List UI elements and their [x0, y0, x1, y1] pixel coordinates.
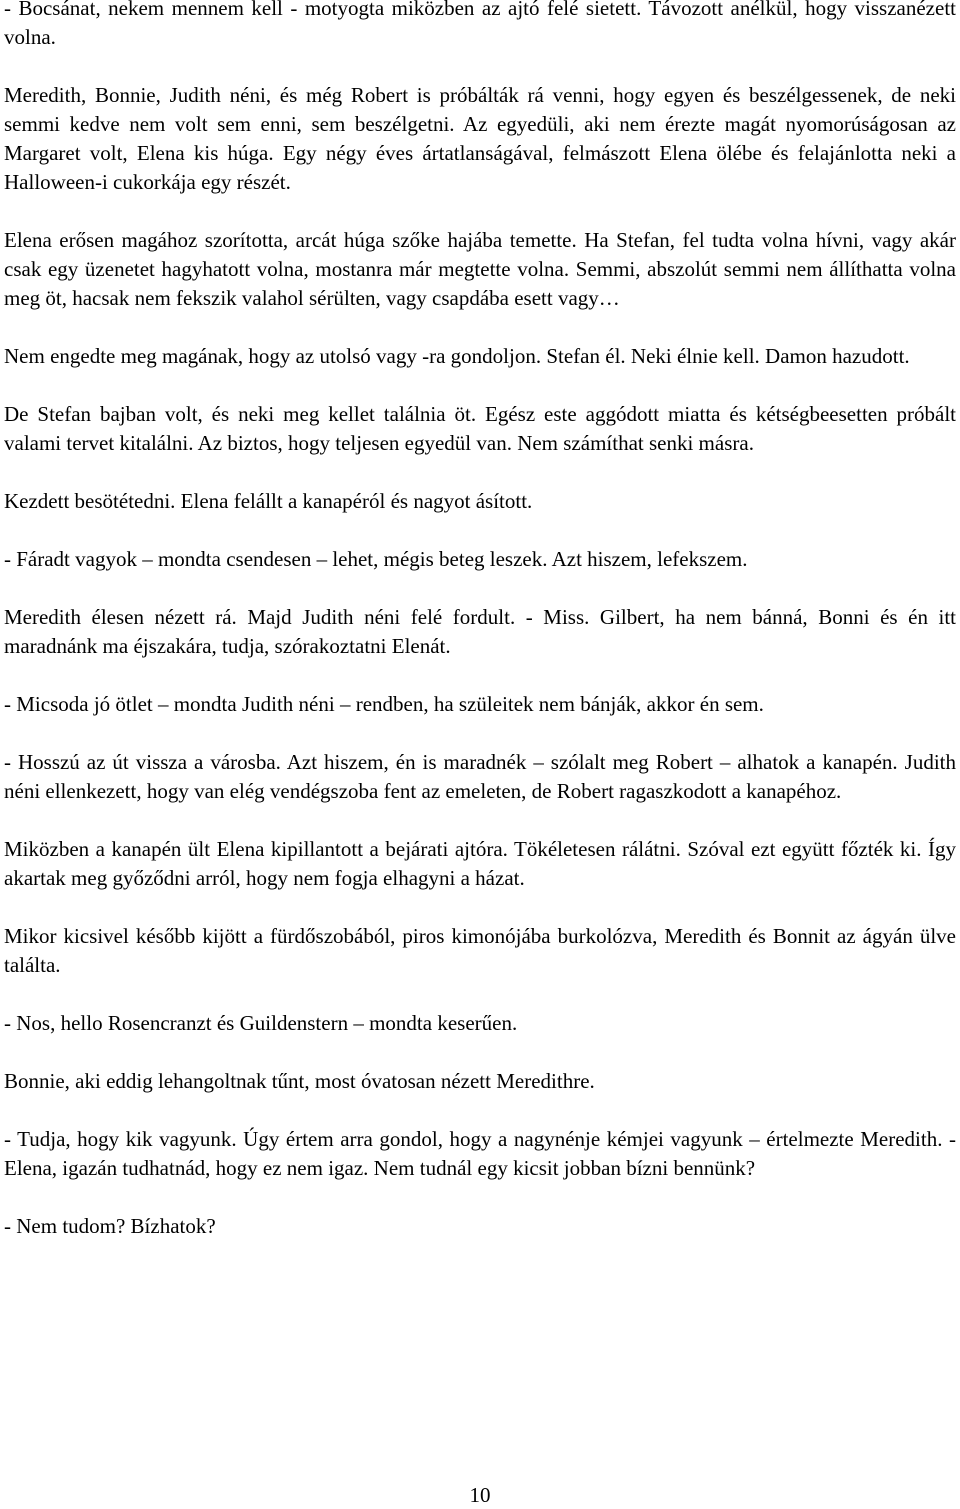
body-text — [4, 0, 956, 1270]
paragraph: - Bocsánat, nekem mennem kell - motyogta miközben az ajtó felé sietett. Távozott anélkül, hogy visszanézett volna. — [4, 0, 956, 49]
paragraph: - Micsoda jó ötlet – mondta Judith néni – rendben, ha szüleitek nem bánják, akkor én sem. — [4, 692, 764, 716]
paragraph: Kezdett besötétedni. Elena felállt a kanapéról és nagyot ásított. — [4, 489, 533, 513]
paragraph: Elena erősen magához szorította, arcát húga szőke hajába temette. Ha Stefan, fel tudta volna hívni, vagy akár csak egy üzenetet hagyhatott volna, mostanra már megtette volna. Semmi, abszolút semmi nem állíthatta volna meg öt, hacsak nem fekszik valahol sérülten, vagy csapdába esett vagy… — [4, 228, 956, 310]
paragraph: Meredith élesen nézett rá. Majd Judith néni felé fordult. - Miss. Gilbert, ha nem bánná, Bonni és én itt maradnánk ma éjszakára, tudja, szórakoztatni Elenát. — [4, 605, 956, 658]
paragraph: - Nos, hello Rosencranzt és Guildenstern – mondta keserűen. — [4, 1011, 518, 1035]
paragraph: - Fáradt vagyok – mondta csendesen – lehet, mégis beteg leszek. Azt hiszem, lefekszem. — [4, 547, 748, 571]
paragraph: - Nem tudom? Bízhatok? — [4, 1214, 216, 1238]
paragraph: Meredith, Bonnie, Judith néni, és még Robert is próbálták rá venni, hogy egyen és beszélgessenek, de neki semmi kedve nem volt sem enni, sem beszélgetni. Az egyedüli, aki nem érezte magát nyomorúságosan az Margaret volt, Elena kis húga. Egy négy éves ártatlanságával, felmászott Elena ölébe és felajánlotta neki a Halloween-i cukorkája egy részét. — [4, 83, 956, 194]
paragraph: - Hosszú az út vissza a városba. Azt hiszem, én is maradnék – szólalt meg Robert – alhatok a kanapén. Judith néni ellenkezett, hogy van elég vendégszoba fent az emeleten, de Robert ragaszkodott a kanapéhoz. — [4, 750, 956, 803]
paragraph: Mikor kicsivel később kijött a fürdőszobából, piros kimonójába burkolózva, Meredith és Bonnit az ágyán ülve találta. — [4, 924, 956, 977]
paragraph: Miközben a kanapén ült Elena kipillantott a bejárati ajtóra. Tökéletesen rálátni. Szóval ezt együtt főzték ki. Így akartak meg győződni arról, hogy nem fogja elhagyni a házat. — [4, 837, 956, 890]
paragraph: Bonnie, aki eddig lehangoltnak tűnt, most óvatosan nézett Meredithre. — [4, 1069, 595, 1093]
page-number: 10 — [469, 1483, 491, 1507]
paragraph: De Stefan bajban volt, és neki meg kellet találnia öt. Egész este aggódott miatta és kétségbeesetten próbált valami tervet kitalálni. Az biztos, hogy teljesen egyedül van. Nem számíthat senki másra. — [4, 402, 956, 455]
paragraph: Nem engedte meg magának, hogy az utolsó vagy -ra gondoljon. Stefan él. Neki élnie kell. Damon hazudott. — [4, 344, 910, 368]
paragraph: - Tudja, hogy kik vagyunk. Úgy értem arra gondol, hogy a nagynénje kémjei vagyunk – értelmezte Meredith. - Elena, igazán tudhatnád, hogy ez nem igaz. Nem tudnál egy kicsit jobban bízni bennünk? — [4, 1127, 956, 1180]
